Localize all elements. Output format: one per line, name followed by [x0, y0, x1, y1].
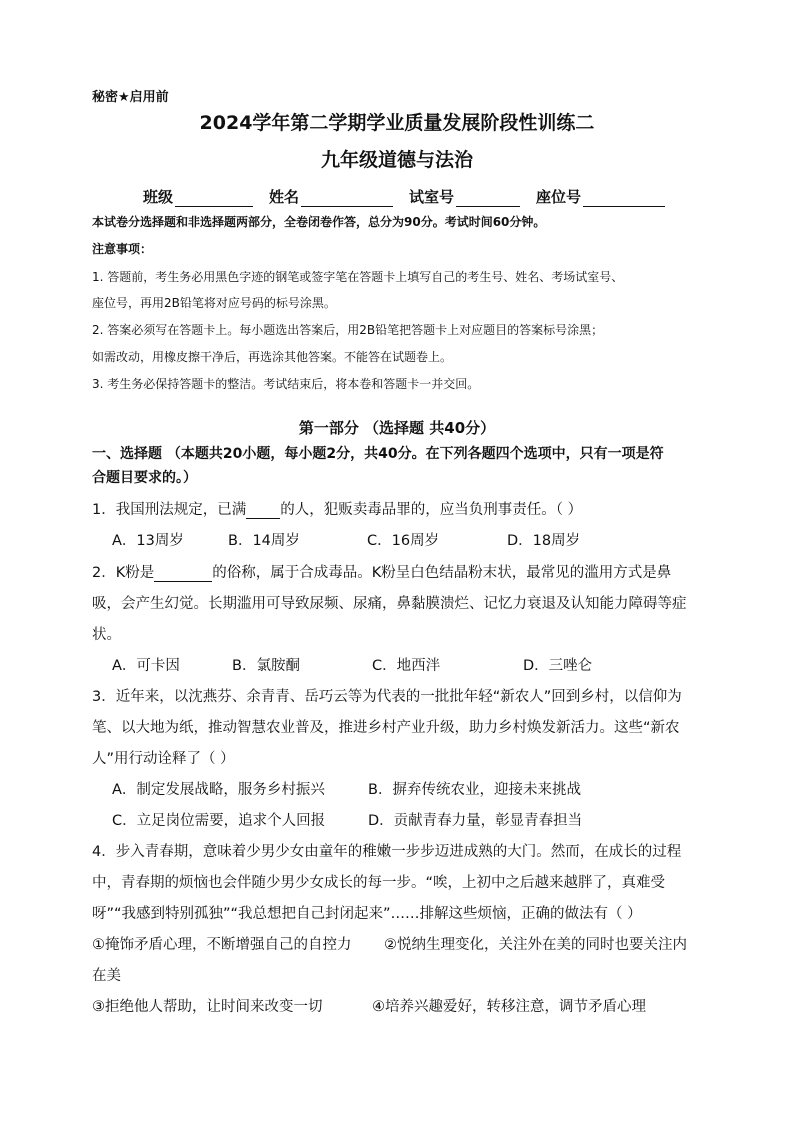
q2-option-d[interactable]: D．三唑仑 [523, 658, 593, 674]
exam-intro: 本试卷分选择题和非选择题两部分，全卷闭卷作答，总分为90分。考试时间60分钟。 [92, 215, 546, 229]
section-title: 第一部分 （选择题 共40分） [298, 419, 496, 437]
seat-field [536, 186, 665, 207]
seat-input-line[interactable] [583, 190, 665, 207]
q1-option-a[interactable]: A．13周岁 [112, 533, 184, 549]
q1-text-before: 1．我国刑法规定，已满 [92, 502, 247, 518]
q1-option-c[interactable]: C．16周岁 [367, 533, 440, 549]
q4-statement-3: ③拒绝他人帮助，让时间来改变一切 [92, 999, 323, 1015]
q2-text-before: 2．K粉是 [92, 565, 155, 581]
q3-option-b[interactable]: B．摒弃传统农业，迎接未来挑战 [368, 782, 581, 798]
question-3: 3．近年来，以沈燕芬、余青青、岳巧云等为代表的一批批年轻“新农人”回到乡村，以信仰为 [92, 689, 682, 705]
subject-title: 九年级道德与法治 [320, 149, 473, 171]
q4-statement-4: ④培养兴趣爱好，转移注意，调节矛盾心理 [372, 999, 646, 1015]
q3-option-c[interactable]: C．立足岗位需要，追求个人回报 [112, 813, 326, 829]
class-label: 班级 [143, 188, 174, 206]
notice-line: 2. 答案必须写在答题卡上。每小题选出答案后，用2B铅笔把答题卡上对应题目的答案标号涂黑； [92, 323, 604, 337]
q3-line: 人”用行动诠释了（ ） [92, 751, 235, 767]
seat-label: 座位号 [536, 188, 582, 206]
notice-line: 1. 答题前，考生务必用黑色字迹的钢笔或签字笔在答题卡上填写自己的考生号、姓名、考场试室号、 [92, 270, 624, 284]
section-instructions: 一、选择题 （本题共20小题，每小题2分，共40分。在下列各题四个选项中，只有一项是符 [92, 446, 664, 462]
q1-option-d[interactable]: D．18周岁 [507, 533, 581, 549]
notice-line: 3. 考生务必保持答题卡的整洁。考试结束后，将本卷和答题卡一并交回。 [92, 377, 480, 391]
notice-heading: 注意事项： [92, 242, 153, 256]
q1-text-after: 的人，犯贩卖毒品罪的，应当负刑事责任。（ ） [280, 502, 583, 518]
room-input-line[interactable] [456, 190, 520, 207]
q2-line: 吸，会产生幻觉。长期滥用可导致尿频、尿痛，鼻黏膜溃烂、记忆力衰退及认知能力障碍等症 [92, 596, 687, 612]
q2-line: 状。 [92, 627, 121, 643]
notice-line: 座位号，再用2B铅笔将对应号码的标号涂黑。 [92, 296, 336, 310]
student-info-fields [143, 186, 681, 207]
class-field [143, 186, 253, 207]
name-label: 姓名 [269, 188, 300, 206]
name-input-line[interactable] [301, 190, 393, 207]
q4-line: 中，青春期的烦恼也会伴随少男少女成长的每一步。“唉，上初中之后越来越胖了，真难受 [92, 875, 666, 891]
q4-statement-2: ②悦纳生理变化，关注外在美的同时也要关注内 [384, 937, 687, 953]
q3-option-a[interactable]: A．制定发展战略，服务乡村振兴 [112, 782, 325, 798]
q1-option-b[interactable]: B．14周岁 [228, 533, 300, 549]
q4-statement-2-cont: 在美 [92, 968, 121, 984]
q4-line: 呀”“我感到特别孤独”“我总想把自己封闭起来”……排解这些烦恼，正确的做法有（ ） [92, 906, 642, 922]
question-4: 4．步入青春期，意味着少男少女由童年的稚嫩一步步迈进成熟的大门。然而，在成长的过程 [92, 844, 682, 860]
room-label: 试室号 [409, 188, 455, 206]
q2-text-after: 的俗称，属于合成毒品。K粉呈白色结晶粉末状，最常见的滥用方式是鼻 [212, 565, 672, 581]
section-instructions-cont: 合题目要求的。） [92, 470, 197, 486]
q2-option-a[interactable]: A．可卡因 [112, 658, 180, 674]
confidential-label: 秘密★启用前 [92, 90, 169, 105]
exam-title: 2024学年第二学期学业质量发展阶段性训练二 [199, 112, 595, 134]
q2-blank [154, 566, 212, 582]
q2-option-b[interactable]: B．氯胺酮 [232, 658, 300, 674]
q3-line: 笔、以大地为纸，推动智慧农业普及，推进乡村产业升级，助力乡村焕发新活力。这些“新农 [92, 720, 680, 736]
q2-option-c[interactable]: C．地西泮 [372, 658, 441, 674]
notice-line: 如需改动，用橡皮擦干净后，再选涂其他答案。不能答在试题卷上。 [92, 350, 453, 364]
question-1 [92, 498, 582, 519]
room-field [409, 186, 520, 207]
q1-blank [246, 503, 280, 519]
q3-option-d[interactable]: D．贡献青春力量，彰显青春担当 [368, 813, 583, 829]
q4-statement-1: ①掩饰矛盾心理，不断增强自己的自控力 [92, 937, 352, 953]
question-2 [92, 561, 671, 582]
class-input-line[interactable] [175, 190, 253, 207]
name-field [269, 186, 393, 207]
